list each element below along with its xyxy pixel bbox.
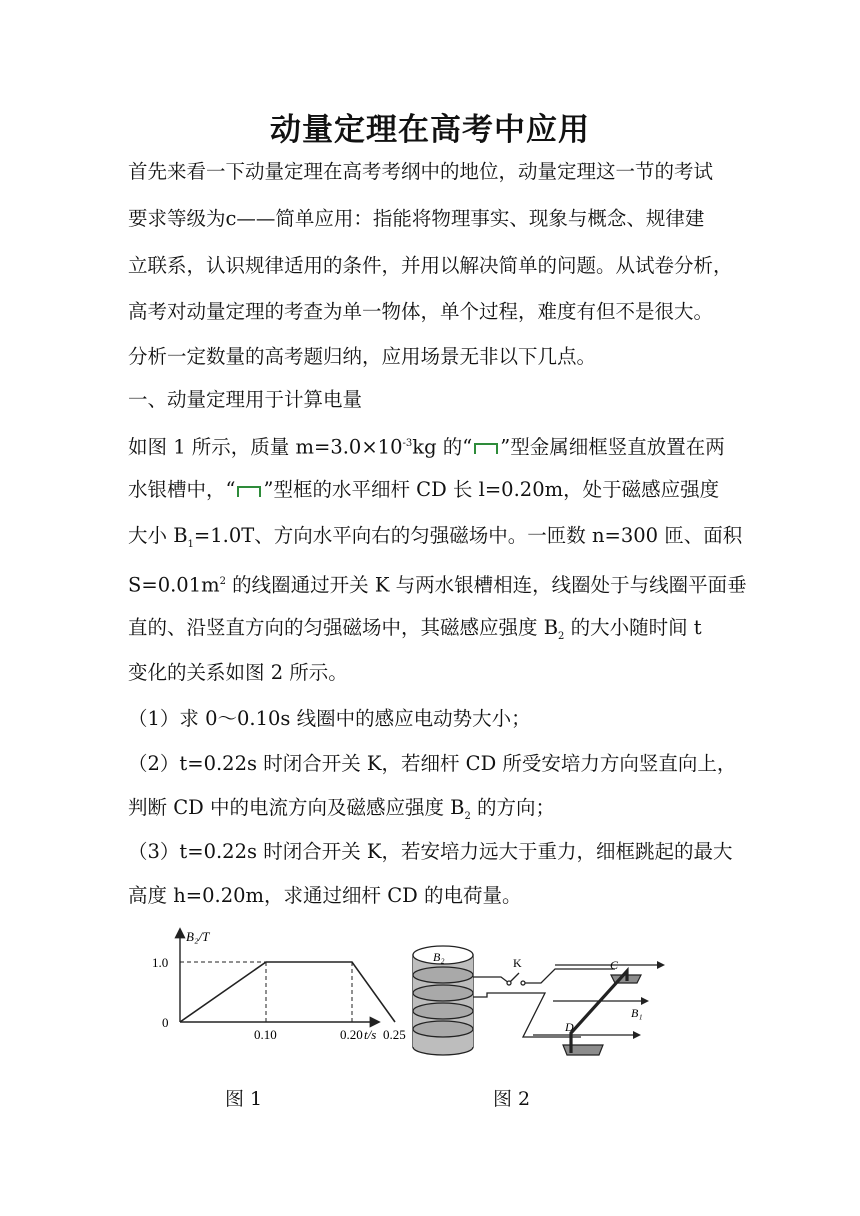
exponent: -3 — [402, 438, 413, 449]
problem-text: kg 的“ — [412, 435, 473, 459]
superscript: 2 — [219, 576, 226, 587]
problem-text: 大小 B — [128, 524, 188, 547]
problem-text: 水银槽中，“ — [128, 478, 236, 501]
y-axis-label: B₂/T — [186, 929, 210, 944]
y-tick-label: 1.0 — [152, 955, 169, 970]
switch-label: K — [513, 956, 522, 970]
origin-label: 0 — [162, 1015, 169, 1030]
coil-label: B₂ — [433, 950, 445, 964]
x-tick-label: 0.10 — [254, 1027, 277, 1042]
frame-shape-icon — [236, 485, 262, 497]
apparatus-diagram — [405, 935, 675, 1065]
problem-text: 直的、沿竖直方向的匀强磁场中，其磁感应强度 B — [128, 616, 559, 639]
mercury-trough-bottom — [563, 1045, 603, 1055]
series-line — [180, 962, 395, 1022]
problem-text: 如图 1 所示，质量 m=3.0×10 — [128, 435, 403, 459]
question-3b: 高度 h=0.20m，求通过细杆 CD 的电荷量。 — [128, 884, 522, 907]
wire-top-right — [525, 969, 615, 983]
problem-text: 的大小随时间 t — [564, 616, 702, 639]
question-text: 判断 CD 中的电流方向及磁感应强度 B — [128, 796, 465, 819]
intro-line-1: 首先来看一下动量定理在高考考纲中的地位，动量定理这一节的考试 — [128, 160, 714, 183]
intro-line-2: 要求等级为c——简单应用：指能将物理事实、现象与概念、规律建 — [128, 207, 705, 230]
problem-text: ”型框的水平细杆 CD 长 l=0.20m，处于磁感应强度 — [263, 478, 720, 501]
section-heading: 一、动量定理用于计算电量 — [128, 388, 363, 411]
wire-top — [473, 977, 509, 983]
problem-line-2 — [128, 476, 719, 504]
problem-line-6: 变化的关系如图 2 所示。 — [128, 661, 348, 684]
x-tick-label: 0.25 — [383, 1027, 406, 1042]
label-d: D — [565, 1020, 574, 1034]
x-tick-label: 0.20 — [340, 1027, 363, 1042]
page-title: 动量定理在高考中应用 — [270, 112, 590, 148]
question-2b — [128, 794, 555, 831]
field-label: B₁ — [631, 1006, 643, 1020]
figure-1-caption: 图 1 — [225, 1088, 263, 1110]
problem-line-5 — [128, 614, 702, 651]
question-2a: （2）t=0.22s 时闭合开关 K，若细杆 CD 所受安培力方向竖直向上， — [128, 752, 737, 775]
frame-shape-icon — [473, 442, 499, 454]
subscript: 1 — [187, 538, 194, 550]
figure-2-caption: 图 2 — [493, 1088, 531, 1110]
label-c: C — [610, 958, 619, 972]
problem-text: S=0.01m — [128, 573, 220, 597]
problem-line-4 — [128, 568, 747, 600]
problem-line-1 — [128, 430, 725, 462]
problem-line-3 — [128, 522, 742, 559]
problem-text: ”型金属细框竖直放置在两 — [500, 435, 725, 459]
subscript: 2 — [558, 630, 565, 642]
subscript: 2 — [464, 810, 471, 822]
problem-text: =1.0T、方向水平向右的匀强磁场中。一匝数 n=300 匝、面积 — [193, 524, 743, 547]
problem-text: 的线圈通过开关 K 与两水银槽相连，线圈处于与线圈平面垂 — [225, 573, 747, 597]
intro-line-4: 高考对动量定理的考查为单一物体，单个过程，难度有但不是很大。 — [128, 300, 714, 323]
question-1: （1）求 0～0.10s 线圈中的感应电动势大小； — [128, 707, 531, 730]
b2-time-graph — [150, 925, 406, 1050]
intro-line-3: 立联系，认识规律适用的条件，并用以解决简单的问题。从试卷分析， — [128, 254, 733, 277]
question-3a: （3）t=0.22s 时闭合开关 K，若安培力远大于重力，细框跳起的最大 — [128, 840, 733, 863]
intro-line-5: 分析一定数量的高考题归纳，应用场景无非以下几点。 — [128, 345, 597, 368]
x-axis-label: t/s — [364, 1027, 377, 1042]
question-text: 的方向； — [470, 796, 556, 819]
